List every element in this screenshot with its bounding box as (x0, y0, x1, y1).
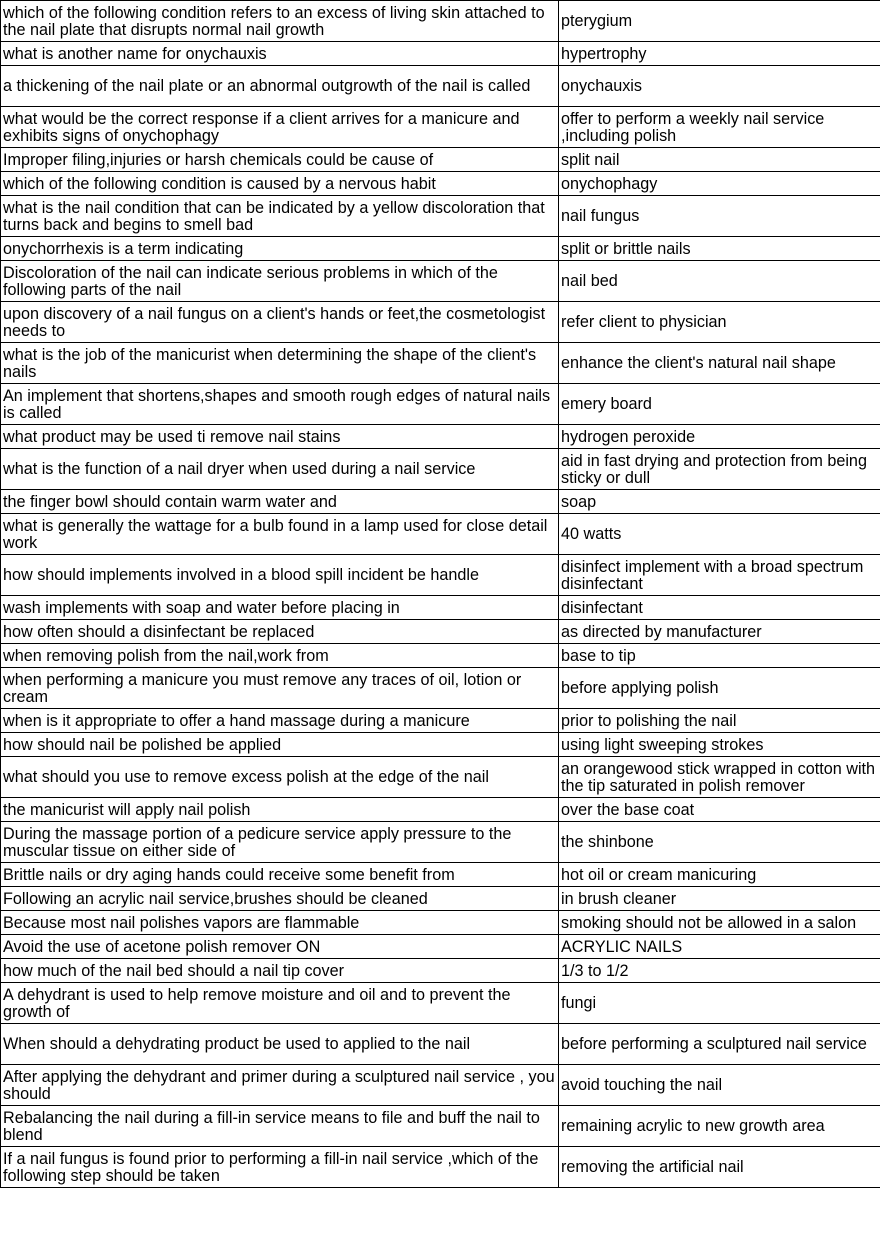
question-cell: what would be the correct response if a client arrives for a manicure and exhibits signs of onychophagy (1, 107, 559, 148)
table-row (1, 555, 880, 596)
table-row (1, 644, 880, 668)
answer-cell: prior to polishing the nail (559, 709, 880, 733)
question-cell: the finger bowl should contain warm water and (1, 490, 559, 514)
question-cell: A dehydrant is used to help remove moisture and oil and to prevent the growth of (1, 983, 559, 1024)
table-row (1, 1147, 880, 1188)
answer-cell: before applying polish (559, 668, 880, 709)
answer-cell: pterygium (559, 1, 880, 42)
answer-cell: 1/3 to 1/2 (559, 959, 880, 983)
table-row (1, 490, 880, 514)
question-cell: what should you use to remove excess polish at the edge of the nail (1, 757, 559, 798)
answer-cell: split nail (559, 148, 880, 172)
question-cell: what product may be used ti remove nail stains (1, 425, 559, 449)
table-row (1, 302, 880, 343)
table-row (1, 1065, 880, 1106)
table-row (1, 384, 880, 425)
table-row (1, 343, 880, 384)
question-cell: Avoid the use of acetone polish remover ON (1, 935, 559, 959)
table-row (1, 620, 880, 644)
table-row (1, 237, 880, 261)
table-row (1, 261, 880, 302)
answer-cell: hot oil or cream manicuring (559, 863, 880, 887)
answer-cell: hypertrophy (559, 42, 880, 66)
answer-cell: nail fungus (559, 196, 880, 237)
answer-cell: avoid touching the nail (559, 1065, 880, 1106)
question-cell: a thickening of the nail plate or an abnormal outgrowth of the nail is called (1, 66, 559, 107)
question-cell: which of the following condition refers to an excess of living skin attached to the nail plate that disrupts normal nail growth (1, 1, 559, 42)
table-row (1, 798, 880, 822)
table-row (1, 863, 880, 887)
table-row (1, 1, 880, 42)
table-row (1, 1024, 880, 1065)
answer-cell: over the base coat (559, 798, 880, 822)
answer-cell: soap (559, 490, 880, 514)
answer-cell: nail bed (559, 261, 880, 302)
answer-cell: in brush cleaner (559, 887, 880, 911)
table-row (1, 983, 880, 1024)
table-row (1, 42, 880, 66)
question-cell: how often should a disinfectant be replaced (1, 620, 559, 644)
table-row (1, 822, 880, 863)
question-cell: After applying the dehydrant and primer during a sculptured nail service , you should (1, 1065, 559, 1106)
table-row (1, 66, 880, 107)
answer-cell: split or brittle nails (559, 237, 880, 261)
answer-cell: before performing a sculptured nail service (559, 1024, 880, 1065)
question-cell: Rebalancing the nail during a fill-in service means to file and buff the nail to blend (1, 1106, 559, 1147)
table-row (1, 107, 880, 148)
answer-cell: emery board (559, 384, 880, 425)
answer-cell: ACRYLIC NAILS (559, 935, 880, 959)
table-row (1, 887, 880, 911)
answer-cell: aid in fast drying and protection from being sticky or dull (559, 449, 880, 490)
answer-cell: remaining acrylic to new growth area (559, 1106, 880, 1147)
question-cell: what is the job of the manicurist when determining the shape of the client's nails (1, 343, 559, 384)
table-row (1, 757, 880, 798)
answer-cell: removing the artificial nail (559, 1147, 880, 1188)
answer-cell: onychophagy (559, 172, 880, 196)
table-row (1, 733, 880, 757)
table-row (1, 596, 880, 620)
question-cell: what is the function of a nail dryer when used during a nail service (1, 449, 559, 490)
question-cell: when removing polish from the nail,work from (1, 644, 559, 668)
question-cell: how much of the nail bed should a nail tip cover (1, 959, 559, 983)
answer-cell: 40 watts (559, 514, 880, 555)
answer-cell: smoking should not be allowed in a salon (559, 911, 880, 935)
answer-cell: refer client to physician (559, 302, 880, 343)
table-row (1, 172, 880, 196)
question-cell: Following an acrylic nail service,brushes should be cleaned (1, 887, 559, 911)
question-cell: Brittle nails or dry aging hands could receive some benefit from (1, 863, 559, 887)
question-cell: Improper filing,injuries or harsh chemicals could be cause of (1, 148, 559, 172)
table-row (1, 196, 880, 237)
question-cell: when performing a manicure you must remove any traces of oil, lotion or cream (1, 668, 559, 709)
answer-cell: enhance the client's natural nail shape (559, 343, 880, 384)
answer-cell: disinfect implement with a broad spectrum disinfectant (559, 555, 880, 596)
question-cell: If a nail fungus is found prior to performing a fill-in nail service ,which of the following step should be taken (1, 1147, 559, 1188)
table-row (1, 709, 880, 733)
question-cell: the manicurist will apply nail polish (1, 798, 559, 822)
table-row (1, 935, 880, 959)
question-cell: onychorrhexis is a term indicating (1, 237, 559, 261)
answer-cell: disinfectant (559, 596, 880, 620)
question-cell: how should nail be polished be applied (1, 733, 559, 757)
question-cell: Because most nail polishes vapors are flammable (1, 911, 559, 935)
question-cell: wash implements with soap and water before placing in (1, 596, 559, 620)
answer-cell: fungi (559, 983, 880, 1024)
question-cell: what is the nail condition that can be indicated by a yellow discoloration that turns back and begins to smell bad (1, 196, 559, 237)
answer-cell: base to tip (559, 644, 880, 668)
table-row (1, 668, 880, 709)
question-cell: Discoloration of the nail can indicate serious problems in which of the following parts of the nail (1, 261, 559, 302)
question-cell: how should implements involved in a blood spill incident be handle (1, 555, 559, 596)
table-row (1, 449, 880, 490)
answer-cell: an orangewood stick wrapped in cotton with the tip saturated in polish remover (559, 757, 880, 798)
question-cell: which of the following condition is caused by a nervous habit (1, 172, 559, 196)
question-cell: when is it appropriate to offer a hand massage during a manicure (1, 709, 559, 733)
question-cell: When should a dehydrating product be used to applied to the nail (1, 1024, 559, 1065)
question-cell: upon discovery of a nail fungus on a client's hands or feet,the cosmetologist needs to (1, 302, 559, 343)
answer-cell: using light sweeping strokes (559, 733, 880, 757)
question-cell: what is generally the wattage for a bulb found in a lamp used for close detail work (1, 514, 559, 555)
table-row (1, 1106, 880, 1147)
table-row (1, 148, 880, 172)
table-row (1, 959, 880, 983)
question-cell: During the massage portion of a pedicure service apply pressure to the muscular tissue on either side of (1, 822, 559, 863)
table-row (1, 425, 880, 449)
answer-cell: as directed by manufacturer (559, 620, 880, 644)
answer-cell: onychauxis (559, 66, 880, 107)
answer-cell: hydrogen peroxide (559, 425, 880, 449)
table-row (1, 514, 880, 555)
question-cell: what is another name for onychauxis (1, 42, 559, 66)
question-cell: An implement that shortens,shapes and smooth rough edges of natural nails is called (1, 384, 559, 425)
answer-cell: the shinbone (559, 822, 880, 863)
table-row (1, 911, 880, 935)
answer-cell: offer to perform a weekly nail service ,including polish (559, 107, 880, 148)
